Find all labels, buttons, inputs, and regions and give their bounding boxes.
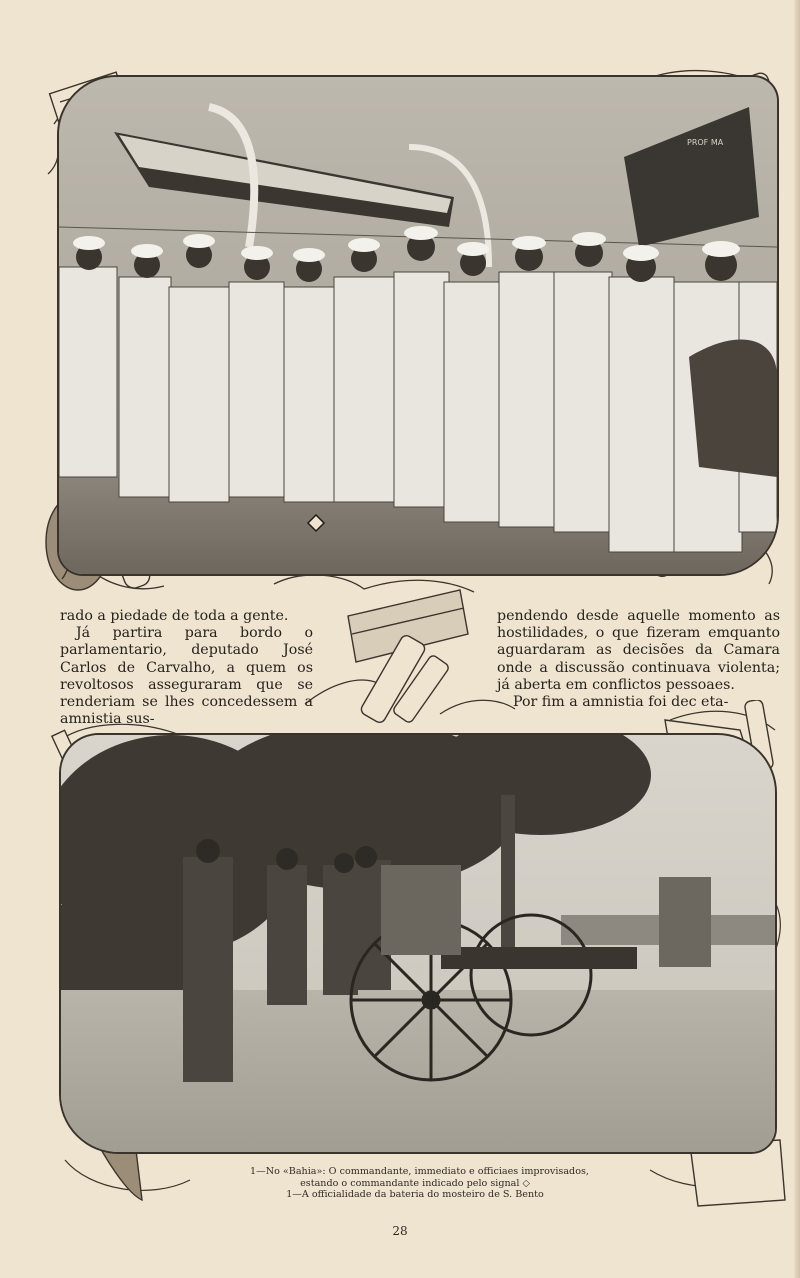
bottom-photograph	[59, 733, 777, 1154]
right-text-column	[497, 608, 780, 711]
caption-line: 1—A officialidade da bateria do mosteiro de S. Bento	[286, 1189, 544, 1200]
paragraph-continuation: rado a piedade de toda a gente.	[60, 608, 289, 624]
paragraph-body: Por fim a amnistia foi dec eta-	[513, 694, 729, 711]
paragraph-continuation: pendendo desde aquelle momento as hostilidades, o que fizeram emquanto aguardaram as decisões da Camara onde a discussão continuava violenta; já aberta em conflictos pessoaes.	[497, 608, 780, 693]
caption-line: estando o commandante indicado pelo signal ◇	[300, 1177, 530, 1189]
caption-line: 1—No «Bahia»: O commandante, immediato e officiaes improvisados,	[250, 1166, 589, 1177]
paragraph-body: Já partira para bordo o parlamentario, deputado José Carlos de Carvalho, a quem os revoltosos asseguraram que se renderiam se lhes concedessem a amnistia sus-	[60, 625, 313, 728]
page-number: 28	[392, 1224, 408, 1238]
page-edge-shadow	[794, 0, 800, 1278]
top-photograph	[57, 75, 779, 576]
photo-captions	[250, 1166, 589, 1201]
flag-text: PROF MA	[687, 138, 724, 147]
